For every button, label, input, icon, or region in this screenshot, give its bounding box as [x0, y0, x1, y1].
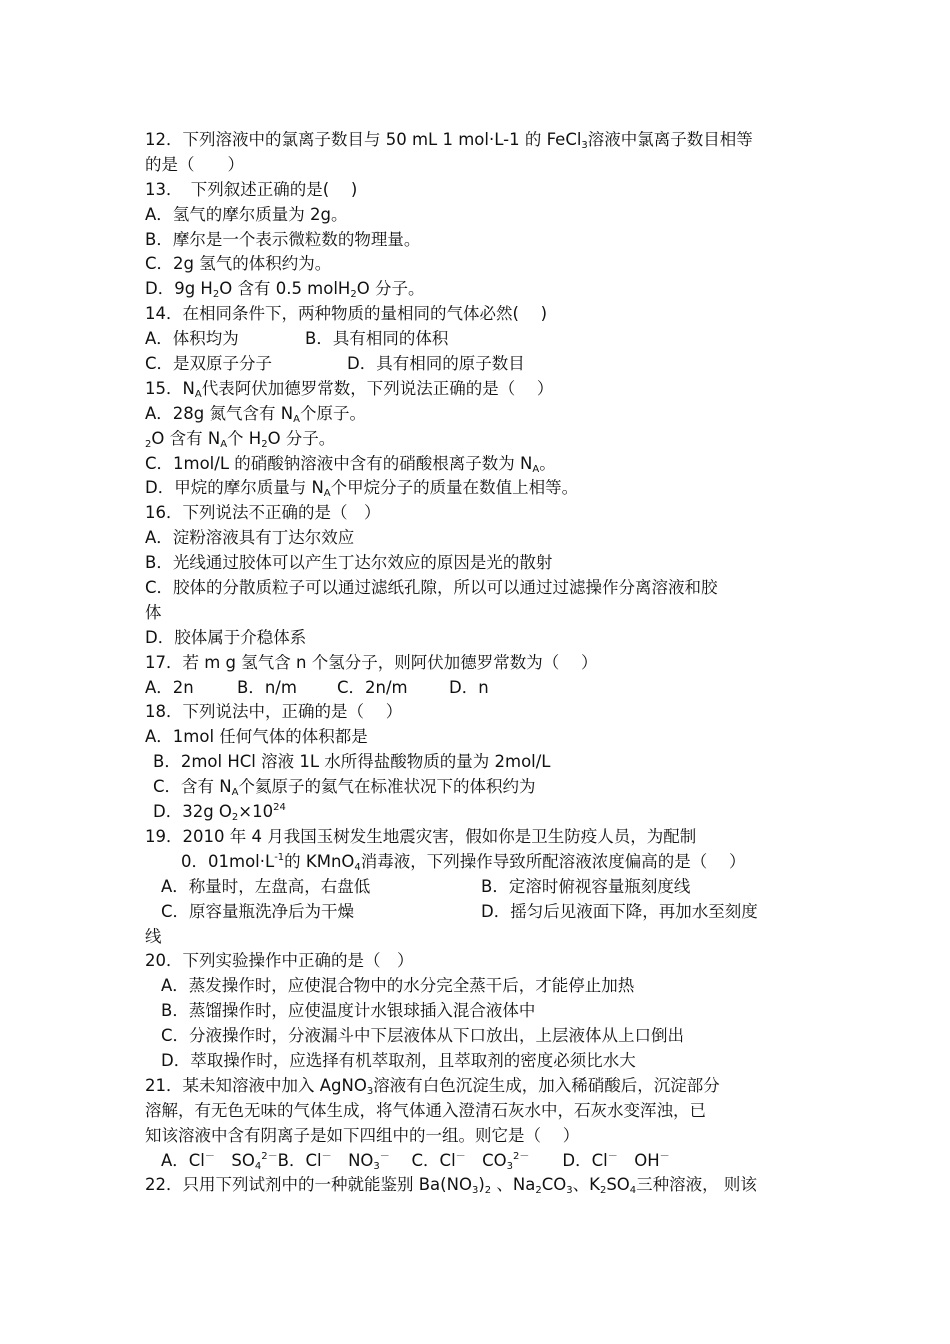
- text-run: B．光线通过胶体可以产生丁达尔效应的原因是光的散射: [145, 553, 553, 573]
- text-line: [145, 277, 810, 302]
- text-line: [145, 949, 810, 974]
- text-line: [145, 203, 810, 228]
- text-line: [145, 352, 810, 377]
- answer-option: [161, 875, 481, 900]
- text-run: 个氦原子的氦气在标准状况下的体积约为: [238, 777, 536, 797]
- text-run: 、K: [572, 1175, 600, 1195]
- text-line: [145, 1124, 810, 1149]
- answer-option: [347, 352, 525, 377]
- text-line: [145, 178, 810, 203]
- text-run: B．蒸馏操作时，应使温度计水银球插入混合液体中: [161, 1001, 536, 1021]
- subscript: A: [231, 787, 239, 799]
- text-run: 。: [539, 453, 556, 473]
- text-run: ): [478, 1175, 485, 1195]
- text-run: B．定溶时俯视容量瓶刻度线: [481, 876, 691, 896]
- text-run: C．1mol/L 的硝酸钠溶液中含有的硝酸根离子数为 N: [145, 453, 533, 473]
- text-line: [145, 1149, 810, 1174]
- text-line: [145, 1173, 810, 1198]
- text-run: B．n/m: [237, 677, 297, 697]
- superscript: －: [607, 1150, 618, 1162]
- text-run: 13． 下列叙述正确的是( ): [145, 179, 358, 199]
- text-line: [145, 1024, 810, 1049]
- subscript: A: [293, 413, 300, 425]
- text-run: 20．下列实验操作中正确的是（ ）: [145, 951, 414, 971]
- text-run: C．含有 N: [153, 777, 232, 797]
- text-run: 14．在相同条件下，两种物质的量相同的气体必然( ): [145, 304, 548, 324]
- answer-option: [337, 676, 449, 701]
- answer-option: [449, 676, 489, 701]
- answer-option: [237, 676, 337, 701]
- text-line: [145, 725, 810, 750]
- text-line: [145, 750, 810, 775]
- text-run: D．甲烷的摩尔质量与 N: [145, 478, 324, 498]
- text-run: O 含有 N: [151, 428, 221, 448]
- text-run: 21．某未知溶液中加入 AgNO: [145, 1075, 367, 1095]
- text-run: 22．只用下列试剂中的一种就能鉴别 Ba(NO: [145, 1175, 472, 1195]
- text-run: NO: [331, 1150, 374, 1170]
- subscript: 3: [366, 1085, 374, 1097]
- text-line: [145, 651, 810, 676]
- subscript: 2: [145, 438, 152, 450]
- text-run: A．氢气的摩尔质量为 2g。: [145, 204, 348, 224]
- text-run: SO: [606, 1175, 630, 1195]
- superscript: －: [204, 1150, 215, 1162]
- text-line: [145, 1099, 810, 1124]
- text-line: [145, 153, 810, 178]
- text-run: D．n: [449, 677, 489, 697]
- text-line: [145, 601, 810, 626]
- subscript: 2: [599, 1185, 607, 1197]
- text-run: 溶解，有无色无味的气体生成，将气体通入澄清石灰水中，石灰水变浑浊，已: [145, 1100, 706, 1120]
- text-line: [145, 850, 810, 875]
- text-run: C．Cl: [389, 1150, 456, 1170]
- subscript: 4: [354, 861, 361, 873]
- subscript: 2: [350, 289, 357, 301]
- subscript: 2: [212, 289, 220, 301]
- answer-option: [145, 352, 347, 377]
- answer-option: [145, 327, 305, 352]
- superscript: 2－: [261, 1150, 278, 1162]
- text-run: B．2mol HCl 溶液 1L 水所得盐酸物质的量为 2mol/L: [153, 752, 551, 772]
- text-line: [145, 576, 810, 601]
- text-line: [145, 427, 810, 452]
- text-run: A．28g 氮气含有 N: [145, 403, 294, 423]
- text-run: 三种溶液， 则该: [636, 1175, 757, 1195]
- text-line: [145, 402, 810, 427]
- answer-option: [481, 875, 690, 900]
- text-run: 0．01mol·L: [181, 851, 275, 871]
- subscript: A: [194, 388, 202, 400]
- text-run: A．淀粉溶液具有丁达尔效应: [145, 528, 355, 548]
- text-run: A．1mol 任何气体的体积都是: [145, 727, 368, 747]
- subscript: 4: [629, 1185, 637, 1197]
- text-run: 19．2010 年 4 月我国玉树发生地震灾害，假如你是卫生防疫人员，为配制: [145, 826, 697, 846]
- subscript: 2: [535, 1185, 542, 1197]
- answer-option: [145, 676, 237, 701]
- text-run: 16．下列说法不正确的是（ ）: [145, 503, 381, 523]
- text-line: [145, 452, 810, 477]
- text-run: 代表阿伏加德罗常数，下列说法正确的是（ ）: [201, 378, 554, 398]
- text-run: O 分子。: [267, 428, 336, 448]
- superscript: 24: [273, 802, 286, 814]
- text-run: CO: [541, 1175, 567, 1195]
- text-line: [145, 825, 810, 850]
- superscript: －: [321, 1150, 332, 1162]
- subscript: 2: [261, 438, 268, 450]
- subscript: 3: [581, 140, 588, 151]
- subscript: 4: [254, 1160, 262, 1172]
- text-run: A．2n: [145, 677, 194, 697]
- text-run: A．Cl: [161, 1150, 205, 1170]
- text-run: D．摇匀后见液面下降，再加水至刻度: [481, 901, 758, 921]
- subscript: 3: [373, 1160, 380, 1172]
- text-run: C．是双原子分子: [145, 354, 273, 374]
- text-run: C．分液操作时，分液漏斗中下层液体从下口放出，上层液体从上口倒出: [161, 1026, 685, 1046]
- answer-option: [481, 900, 758, 925]
- text-run: CO: [465, 1150, 507, 1170]
- text-run: 17．若 m g 氢气含 n 个氢分子，则阿伏加德罗常数为（ ）: [145, 652, 598, 672]
- text-run: 体: [145, 602, 162, 622]
- superscript: －: [659, 1150, 670, 1162]
- text-line: [145, 925, 810, 950]
- text-run: 12．下列溶液中的氯离子数目与 50 mL 1 mol·L-1 的 FeCl: [145, 130, 582, 149]
- subscript: A: [323, 488, 331, 500]
- text-run: B．摩尔是一个表示微粒数的物理量。: [145, 229, 421, 249]
- text-line: [145, 551, 810, 576]
- text-run: 知该溶液中含有阴离子是如下四组中的一组。则它是（ ）: [145, 1125, 580, 1145]
- text-line: [145, 700, 810, 725]
- text-line: [145, 676, 810, 701]
- text-run: 、Na: [491, 1175, 536, 1195]
- text-run: 15．N: [145, 378, 195, 398]
- subscript: 2: [484, 1185, 492, 1197]
- text-run: 个 H: [227, 428, 262, 448]
- text-run: 个甲烷分子的质量在数值上相等。: [330, 478, 579, 498]
- text-line: [145, 501, 810, 526]
- text-line: [145, 1074, 810, 1099]
- text-run: D．Cl: [529, 1150, 608, 1170]
- text-run: 溶液中氯离子数目相等: [587, 130, 753, 149]
- subscript: 2: [231, 812, 239, 824]
- text-run: B．Cl: [277, 1150, 322, 1170]
- text-run: C．胶体的分散质粒子可以通过滤纸孔隙，所以可以通过过滤操作分离溶液和胶: [145, 578, 718, 598]
- text-line: [145, 377, 810, 402]
- answer-option: [161, 900, 481, 925]
- text-run: C．2n/m: [337, 677, 408, 697]
- text-line: [145, 526, 810, 551]
- text-run: C．2g 氢气的体积约为。: [145, 254, 332, 274]
- text-run: 消毒液，下列操作导致所配溶液浓度偏高的是（ ）: [360, 851, 746, 871]
- subscript: A: [220, 438, 228, 450]
- text-run: D．萃取操作时，应选择有机萃取剂，且萃取剂的密度必须比水大: [161, 1050, 636, 1070]
- text-line: [145, 900, 810, 925]
- text-line: [145, 800, 810, 825]
- superscript: 2－: [513, 1150, 530, 1162]
- superscript: －: [455, 1150, 466, 1162]
- text-line: [145, 252, 810, 277]
- text-run: C．原容量瓶洗净后为干燥: [161, 901, 355, 921]
- text-line: [145, 228, 810, 253]
- text-run: O 含有 0.5 molH: [219, 279, 351, 299]
- text-run: 溶液有白色沉淀生成，加入稀硝酸后，沉淀部分: [373, 1075, 720, 1095]
- text-line: [145, 626, 810, 651]
- subscript: 3: [566, 1185, 573, 1197]
- text-run: 个原子。: [299, 403, 366, 423]
- subscript: 3: [471, 1185, 479, 1197]
- text-run: A．体积均为: [145, 329, 239, 349]
- question-list: [145, 128, 810, 1198]
- text-line: [145, 128, 810, 153]
- text-run: D．32g O: [153, 802, 232, 822]
- superscript: －: [379, 1150, 390, 1162]
- text-run: A．蒸发操作时，应使混合物中的水分完全蒸干后，才能停止加热: [161, 976, 635, 996]
- superscript: -1: [274, 851, 285, 863]
- text-line: [145, 999, 810, 1024]
- answer-option: [305, 327, 448, 352]
- text-run: D．9g H: [145, 279, 213, 299]
- text-run: D．具有相同的原子数目: [347, 354, 525, 374]
- text-run: O 分子。: [356, 279, 425, 299]
- subscript: 3: [506, 1160, 514, 1172]
- text-run: D．胶体属于介稳体系: [145, 627, 307, 647]
- text-line: [145, 775, 810, 800]
- text-run: 18．下列说法中，正确的是（ ）: [145, 702, 403, 722]
- text-run: A．称量时，左盘高，右盘低: [161, 876, 371, 896]
- text-run: ×10: [238, 802, 274, 822]
- text-run: SO: [214, 1150, 255, 1170]
- text-line: [145, 302, 810, 327]
- text-line: [145, 875, 810, 900]
- text-run: 的是（ ）: [145, 154, 244, 174]
- text-run: 线: [145, 926, 162, 946]
- text-line: [145, 327, 810, 352]
- text-line: [145, 1049, 810, 1074]
- text-run: OH: [617, 1150, 660, 1170]
- subscript: A: [532, 463, 540, 475]
- text-line: [145, 974, 810, 999]
- text-run: B．具有相同的体积: [305, 329, 449, 349]
- text-run: 的 KMnO: [284, 851, 355, 871]
- text-line: [145, 476, 810, 501]
